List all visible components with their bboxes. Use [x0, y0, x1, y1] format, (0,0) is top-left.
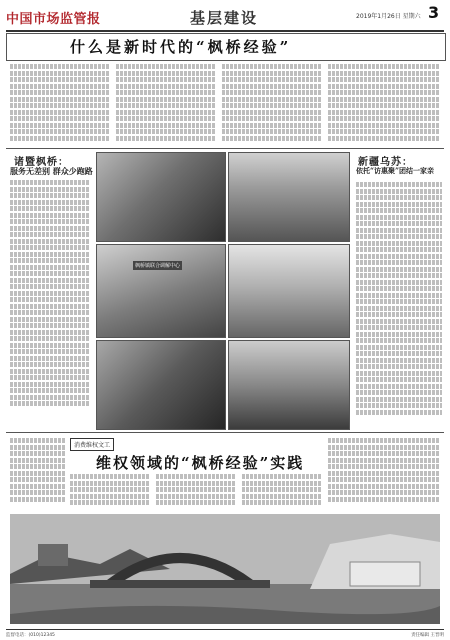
top-article-col-3: [222, 64, 322, 146]
left-article-body: [10, 180, 90, 418]
issue-date: 2019年1月26日 星期六: [356, 13, 421, 20]
photo-e: [96, 340, 226, 430]
page-number: 3: [428, 3, 440, 22]
bottom-article-col-4: [242, 474, 322, 510]
bottom-headline: 维权领域的“枫桥经验”实践: [96, 454, 305, 472]
bottom-article-col-1: [10, 438, 66, 506]
top-headline: 什么是新时代的“枫桥经验”: [70, 38, 292, 56]
bridge-photo: [10, 514, 440, 624]
footer-contact: 监督电话：(010)12345: [6, 633, 55, 638]
photo-c-sign: 枫桥镇联合调解中心: [135, 263, 181, 269]
photo-a: [96, 152, 226, 242]
left-article-title: 诸暨枫桥：: [14, 157, 69, 168]
masthead-rule: [6, 30, 444, 32]
photo-b: [228, 152, 350, 242]
photo-c: [96, 244, 226, 338]
right-article-subtitle: 依托“访惠聚”团结一家亲: [356, 166, 435, 175]
footer-editor: 责任编辑 王晋明: [411, 633, 444, 638]
bottom-article-col-2: [70, 474, 150, 510]
photo-d: [228, 244, 350, 338]
bottom-article-col-3: [156, 474, 236, 510]
divider: [6, 432, 444, 433]
bottom-article-col-5: [328, 438, 440, 512]
right-article-title: 新疆乌苏：: [358, 157, 413, 168]
newspaper-masthead: 中国市场监管报: [6, 12, 101, 27]
right-article-body: [356, 182, 442, 424]
photo-f: [228, 340, 350, 430]
page-footer: [6, 629, 444, 638]
top-article-col-2: [116, 64, 216, 146]
top-article-col-4: [328, 64, 440, 146]
left-article-subtitle: 服务无差别 群众少跑路: [10, 166, 93, 176]
section-title: 基层建设: [190, 9, 259, 27]
top-article-col-1: [10, 64, 110, 146]
divider: [6, 148, 444, 149]
column-label: 消费维权文工: [70, 438, 114, 451]
